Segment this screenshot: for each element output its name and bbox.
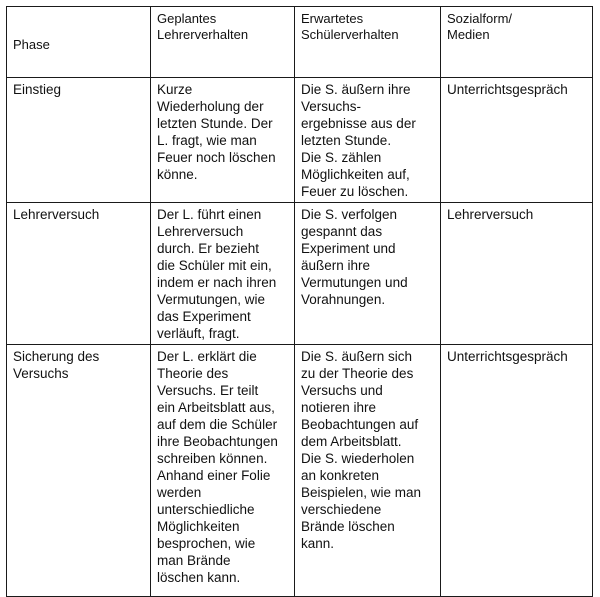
teacher-behavior-cell: Der L. führt einen Lehrerversuch durch. Er bezieht die Schüler mit ein, indem er nach ihren Vermutungen, wie das Experiment verläuft, fragt. [151, 203, 295, 345]
header-teacher-behavior: Geplantes Lehrerverhalten [151, 7, 295, 78]
phase-cell: Einstieg [7, 78, 151, 203]
table-row [7, 203, 593, 345]
lesson-plan-table [6, 6, 593, 597]
media-cell: Unterrichtsgespräch [441, 345, 593, 597]
teacher-behavior-cell: Kurze Wiederholung der letzten Stunde. Der L. fragt, wie man Feuer noch löschen könne. [151, 78, 295, 203]
header-social-form-media: Sozialform/ Medien [441, 7, 593, 78]
table-row [7, 345, 593, 597]
header-student-behavior: Erwartetes Schülerverhalten [295, 7, 441, 78]
media-cell: Unterrichtsgespräch [441, 78, 593, 203]
student-behavior-cell: Die S. äußern ihre Versuchs- ergebnisse aus der letzten Stunde. Die S. zählen Möglichkeiten auf, Feuer zu löschen. [295, 78, 441, 203]
table-row [7, 78, 593, 203]
media-cell: Lehrerversuch [441, 203, 593, 345]
student-behavior-cell: Die S. äußern sich zu der Theorie des Versuchs und notieren ihre Beobachtungen auf dem Arbeitsblatt. Die S. wiederholen an konkreten Beispielen, wie man verschiedene Brände löschen kann. [295, 345, 441, 597]
phase-cell: Sicherung des Versuchs [7, 345, 151, 597]
student-behavior-cell: Die S. verfolgen gespannt das Experiment und äußern ihre Vermutungen und Vorahnungen. [295, 203, 441, 345]
header-phase: Phase [7, 7, 151, 78]
teacher-behavior-cell: Der L. erklärt die Theorie des Versuchs. Er teilt ein Arbeitsblatt aus, auf dem die Schüler ihre Beobachtungen schreiben können. Anhand einer Folie werden unterschiedliche Möglichkeiten besprochen, wie man Brände löschen kann. [151, 345, 295, 597]
header-row [7, 7, 593, 78]
phase-cell: Lehrerversuch [7, 203, 151, 345]
